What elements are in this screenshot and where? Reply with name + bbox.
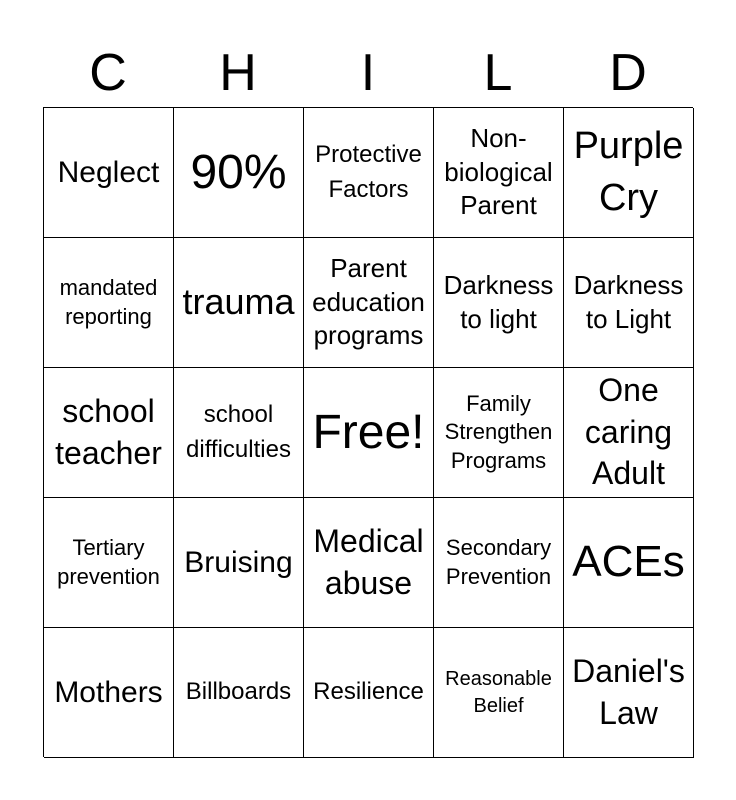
bingo-board (43, 107, 693, 757)
bingo-cell: school teacher (44, 368, 174, 498)
bingo-cell: Daniel's Law (564, 628, 694, 758)
bingo-cell: One caring Adult (564, 368, 694, 498)
bingo-cell: Neglect (44, 108, 174, 238)
bingo-cell: Billboards (174, 628, 304, 758)
bingo-cell: school difficulties (174, 368, 304, 498)
header-letter-d: D (609, 44, 647, 102)
header-letter-i: I (360, 44, 376, 102)
header-letter-h: H (219, 44, 257, 102)
bingo-cell: Parent education programs (304, 238, 434, 368)
bingo-cell: Medical abuse (304, 498, 434, 628)
bingo-cell: Mothers (44, 628, 174, 758)
bingo-cell: Tertiary prevention (44, 498, 174, 628)
bingo-cell: Purple Cry (564, 108, 694, 238)
bingo-cell: Darkness to Light (564, 238, 694, 368)
free-space: Free! (304, 368, 434, 498)
bingo-cell: Non- biological Parent (434, 108, 564, 238)
bingo-cell: Reasonable Belief (434, 628, 564, 758)
bingo-cell: mandated reporting (44, 238, 174, 368)
bingo-cell: trauma (174, 238, 304, 368)
bingo-cell: ACEs (564, 498, 694, 628)
bingo-cell: Protective Factors (304, 108, 434, 238)
header-letter-l: L (483, 44, 513, 102)
bingo-header (43, 40, 693, 106)
bingo-cell: Secondary Prevention (434, 498, 564, 628)
bingo-cell: Bruising (174, 498, 304, 628)
bingo-cell: 90% (174, 108, 304, 238)
header-letter-c: C (89, 44, 127, 102)
bingo-cell: Resilience (304, 628, 434, 758)
bingo-cell: Darkness to light (434, 238, 564, 368)
bingo-cell: Family Strengthen Programs (434, 368, 564, 498)
